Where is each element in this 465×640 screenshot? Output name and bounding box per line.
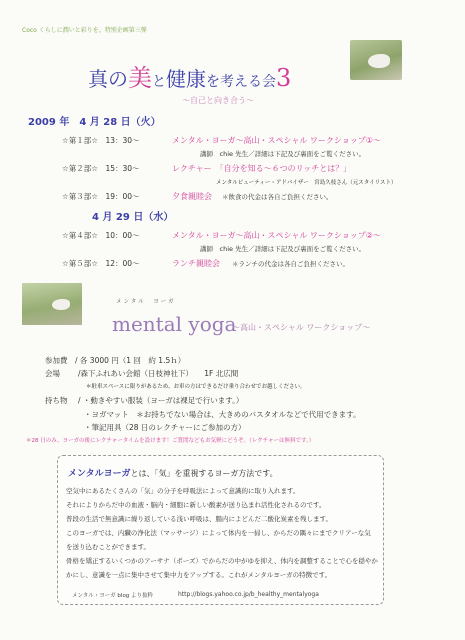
box-line: 普段の生活で無意識に繰り返している浅い呼吸は、腸内によどんだ二酸化炭素を残します。: [66, 515, 332, 523]
parking-note: ＊駐車スペースに限りがあるため、お車の方はできるだけ乗り合わせでお越しください。: [86, 384, 306, 390]
bird-icon: [368, 54, 390, 68]
box-line: このヨーガでは、内臓の浄化法（マッサージ）によって体内を一掃し、からだの隅々にまでクリアーな気: [66, 529, 371, 537]
item-1: / ・動きやすい服装（ヨーガは裸足で行います。）: [78, 396, 244, 405]
title-part-4: 健康: [166, 67, 206, 91]
box-line: 空気中にあるたくさんの「気」の分子を呼吸法によって意識的に取り入れます。: [66, 487, 300, 495]
venue-text: /森下ふれあい会館（日枝神社下） 1F 北広間: [78, 369, 239, 378]
box-title-em: メンタルヨーガ: [68, 469, 131, 479]
box-footer-label: メンタル・ヨーガ blog より抜粋: [72, 593, 154, 599]
session-4-slot: ☆第４部☆ 10：00～: [62, 231, 140, 240]
title-part-1: 真の: [88, 67, 128, 91]
item-2: ・ヨガマット ＊お持ちでない場合は、大きめのバスタオルなどで代用できます。: [84, 410, 361, 419]
title-part-3: と: [152, 74, 166, 90]
lecture-note: ＊28 日のみ、ヨーガの後にレクチャータイムを設けます！ご質問などもお気軽にどうぞ。（レクチャーは無料です。）: [26, 438, 315, 444]
session-3-note: ＊飲食の代金は各自ご負担ください。: [222, 193, 333, 201]
title-part-2: 美: [128, 64, 152, 92]
session-1-title: メンタル・ヨーガ～高山・スペシャル ワークショップ①～: [172, 136, 381, 145]
blog-url-link[interactable]: http://blogs.yahoo.co.jp/b_healthy_mentalyoga: [178, 591, 319, 598]
page-title: [88, 58, 291, 93]
session-1-slot: ☆第１部☆ 13：30～: [62, 136, 140, 145]
box-title: [68, 466, 278, 479]
bird-photo-middle: [22, 283, 82, 325]
item-3: ・筆記用具（28 日のレクチャーにご参加の方）: [84, 423, 246, 432]
page-subtitle: ～自己と向き合う～: [182, 96, 254, 105]
box-line: 骨格を矯正するいくつかのアーサナ（ポーズ）でからだの中がゆを抑え、体内を調整することで心を穏やか: [66, 557, 378, 565]
session-5-slot: ☆第５部☆ 12：00～: [62, 259, 140, 268]
session-3-title: 夕食親睦会: [172, 192, 212, 201]
session-4-detail: 講師 chie 先生／詳細は下記及び裏面をご覧ください。: [200, 245, 366, 253]
bird-icon: [52, 299, 70, 310]
fee-line: 参加費 / 各 3000 円（1 回 約 1.5ｈ）: [45, 356, 186, 365]
yoga-subtitle: ～高山・スペシャル ワークショップ～: [232, 323, 371, 332]
yoga-title: mental yoga: [112, 312, 237, 336]
session-5-note: ＊ランチの代金は各自ご負担ください。: [232, 260, 349, 268]
venue-label: 会場: [45, 369, 60, 378]
box-line: それによりからだ中の血液・脳内・細胞に新しい酸素が送り込まれ活性化されるのです。: [66, 501, 326, 509]
title-part-5: を考える会: [206, 74, 276, 90]
date-day1: 2009 年 4 月 28 日（火）: [28, 117, 161, 128]
session-5-title: ランチ親睦会: [172, 259, 220, 268]
session-2-slot: ☆第２部☆ 15：30～: [62, 164, 140, 173]
box-line: を送り込むことができます。: [66, 543, 150, 551]
title-part-6: 3: [276, 64, 292, 92]
session-2-detail: メンタルビューティー・アドバイザー 宮島久枝さん（元スタイリスト）: [216, 180, 397, 186]
header-tagline: Coco くらしに潤いと彩りを。特別企画第三弾: [22, 27, 147, 34]
yoga-ruby: メンタル ヨーガ: [116, 299, 176, 305]
session-3-slot: ☆第３部☆ 19：00～: [62, 192, 140, 201]
date-day2: 4 月 29 日（水）: [92, 212, 174, 223]
box-line: かにし、意識を一点に集中させて集中力をアップする。これがメンタルヨーガの特徴です。: [66, 571, 332, 579]
box-title-rest: とは、「気」を重視するヨーガ方法です。: [130, 469, 278, 478]
session-2-title: レクチャー 「自分を知る～６つのリッチとは？」: [172, 164, 352, 173]
session-4-title: メンタル・ヨーガ～高山・スペシャル ワークショップ②～: [172, 231, 381, 240]
session-1-detail: 講師 chie 先生／詳細は下記及び裏面をご覧ください。: [200, 150, 366, 158]
items-label: 持ち物: [45, 396, 68, 405]
bird-photo-top: [350, 40, 402, 80]
